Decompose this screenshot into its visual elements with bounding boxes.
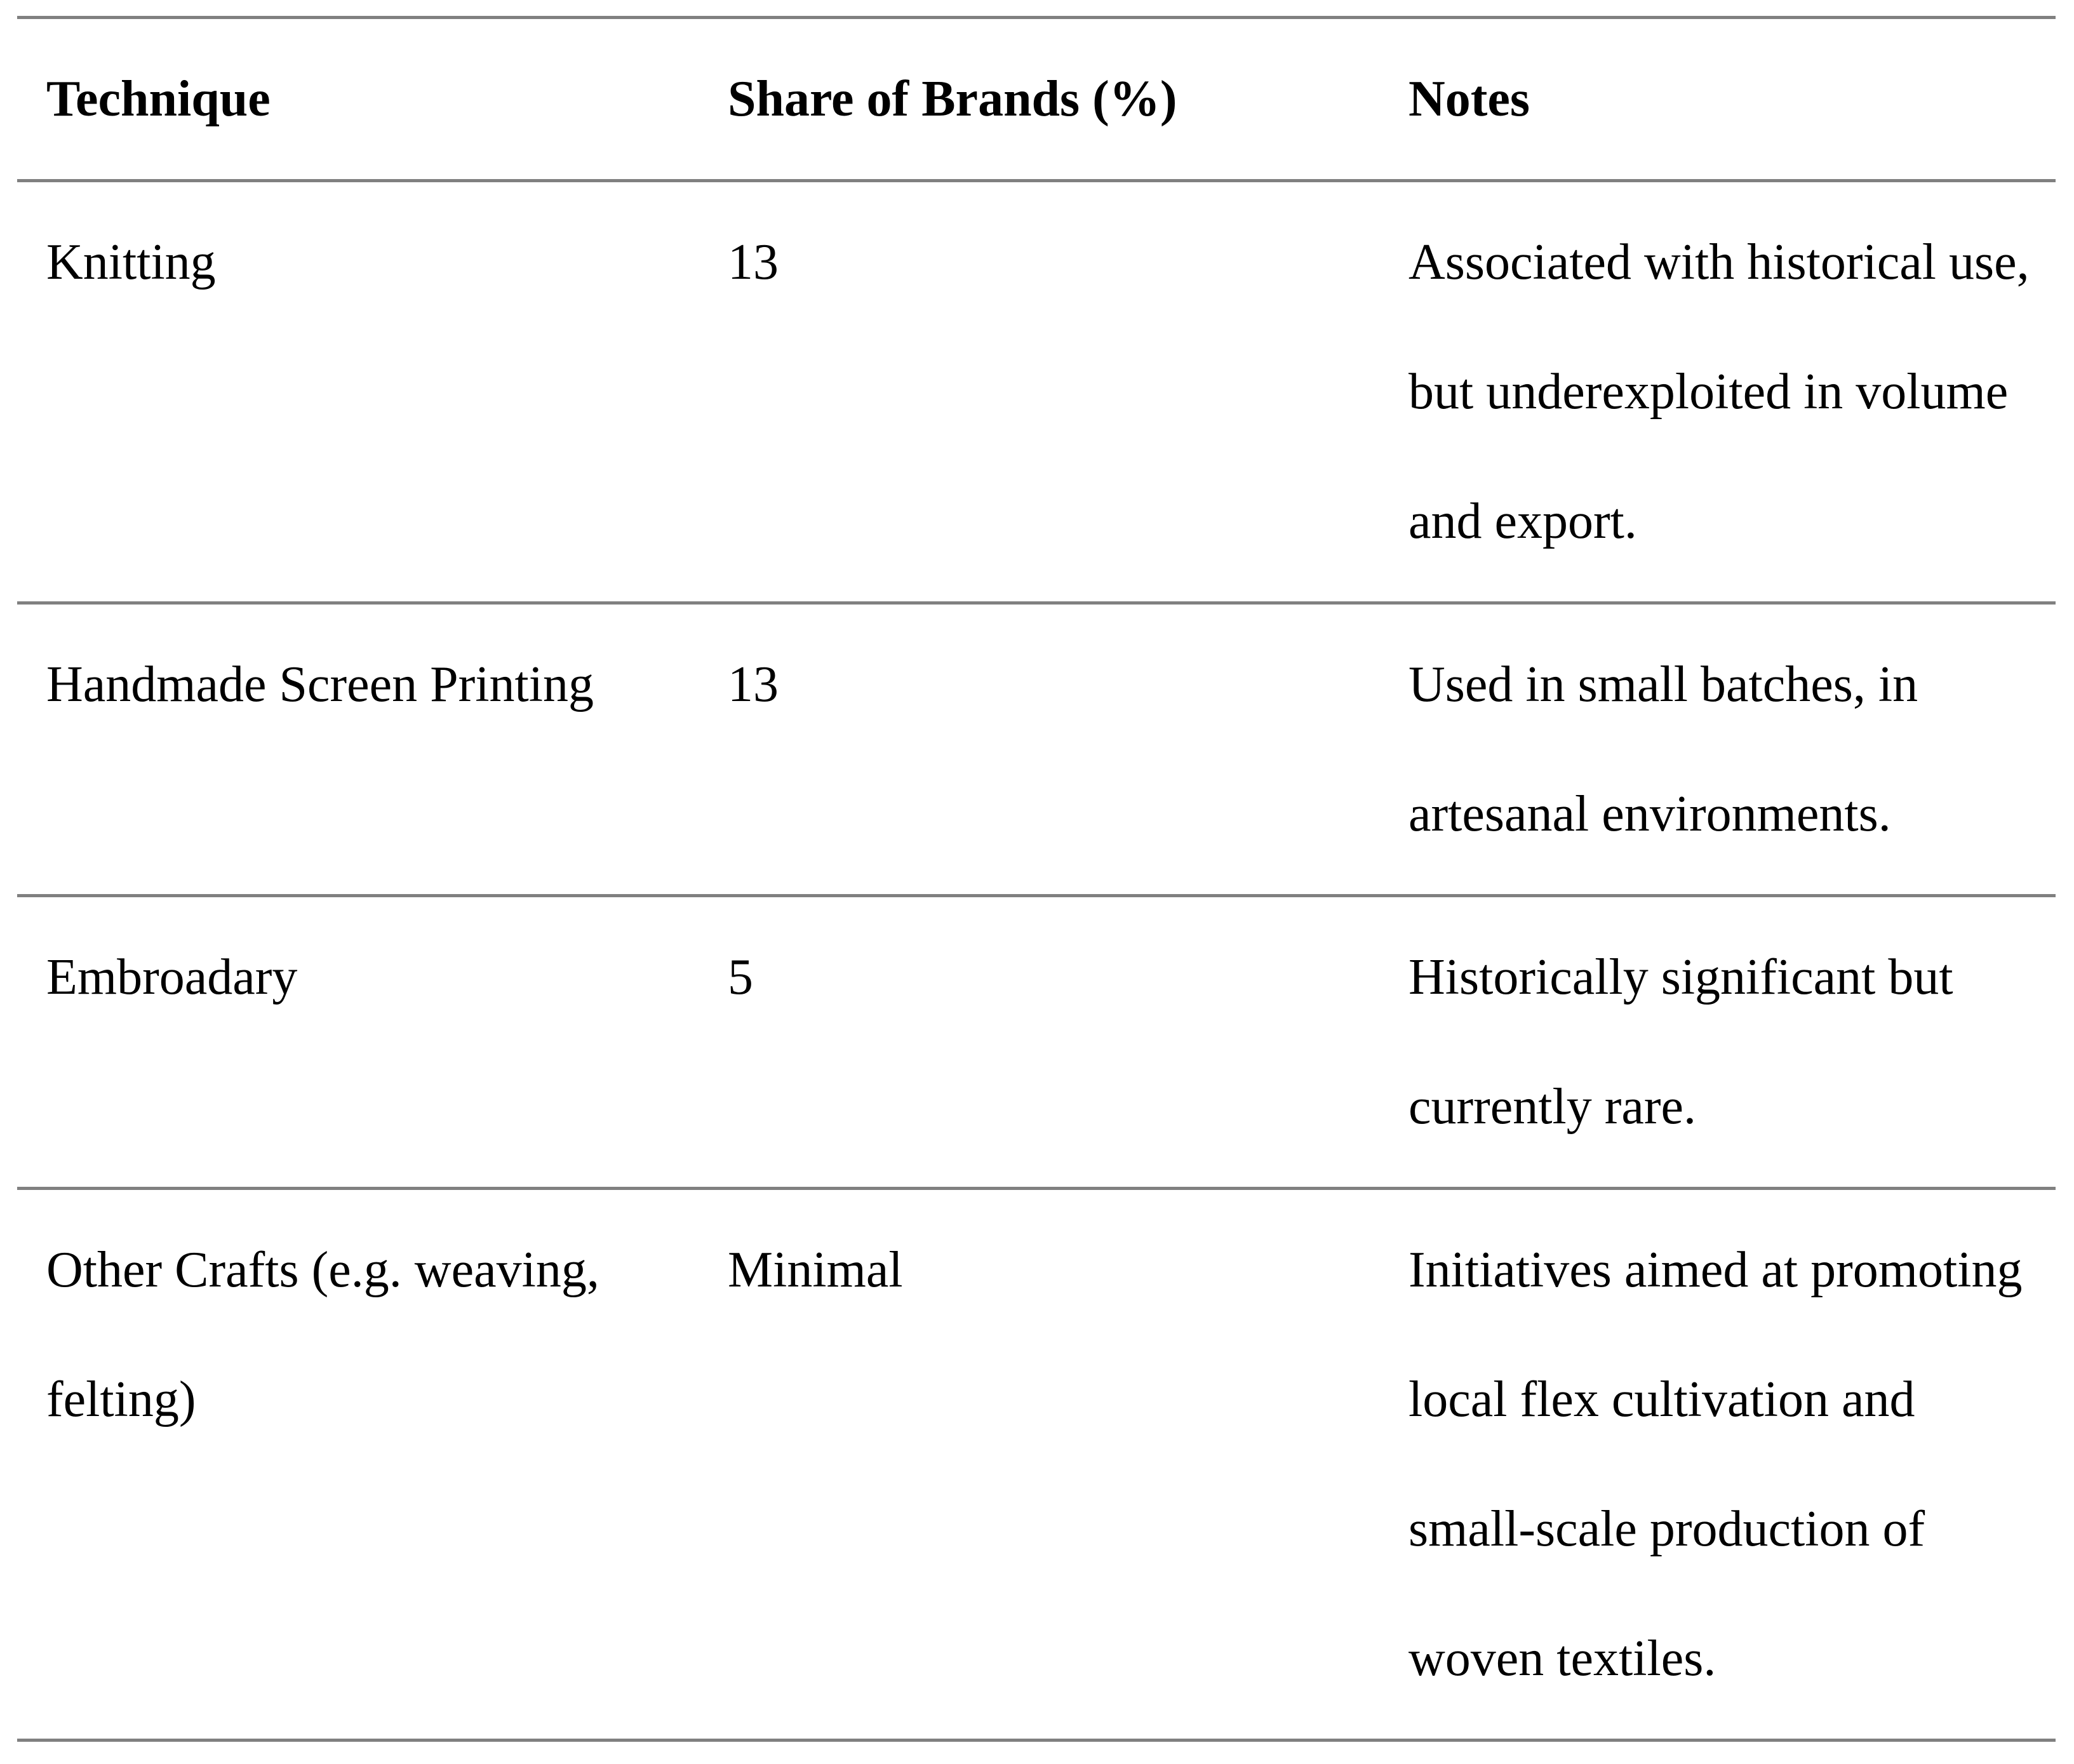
table-row	[17, 896, 2056, 1189]
header-technique: Technique	[46, 71, 271, 127]
table-body	[17, 181, 2056, 1741]
cell-technique: Embroadary	[46, 949, 298, 1005]
header-notes: Notes	[1408, 71, 1530, 127]
cell-technique: Handmade Screen Printing	[46, 657, 594, 712]
header-share-of-brands: Share of Brands (%)	[728, 71, 1177, 127]
cell-share: Minimal	[728, 1242, 903, 1298]
table-row	[17, 1189, 2056, 1741]
techniques-table	[17, 16, 2056, 1742]
table-row	[17, 181, 2056, 603]
cell-notes: Used in small batches, in artesanal environments.	[1408, 657, 1918, 842]
cell-share: 13	[728, 657, 779, 712]
cell-notes: Initiatives aimed at promoting local flex cultivation and small-scale production of woven textiles.	[1408, 1242, 2023, 1687]
techniques-table-container	[17, 16, 2056, 1742]
header-row	[17, 18, 2056, 181]
cell-share: 13	[728, 234, 779, 290]
table-header	[17, 18, 2056, 181]
cell-technique: Other Crafts (e.g. weaving, felting)	[46, 1242, 599, 1427]
cell-technique: Knitting	[46, 234, 216, 290]
cell-notes: Historically significant but currently rare.	[1408, 949, 1953, 1135]
table-row	[17, 603, 2056, 896]
cell-share: 5	[728, 949, 753, 1005]
cell-notes: Associated with historical use, but underexploited in volume and export.	[1408, 234, 2030, 549]
